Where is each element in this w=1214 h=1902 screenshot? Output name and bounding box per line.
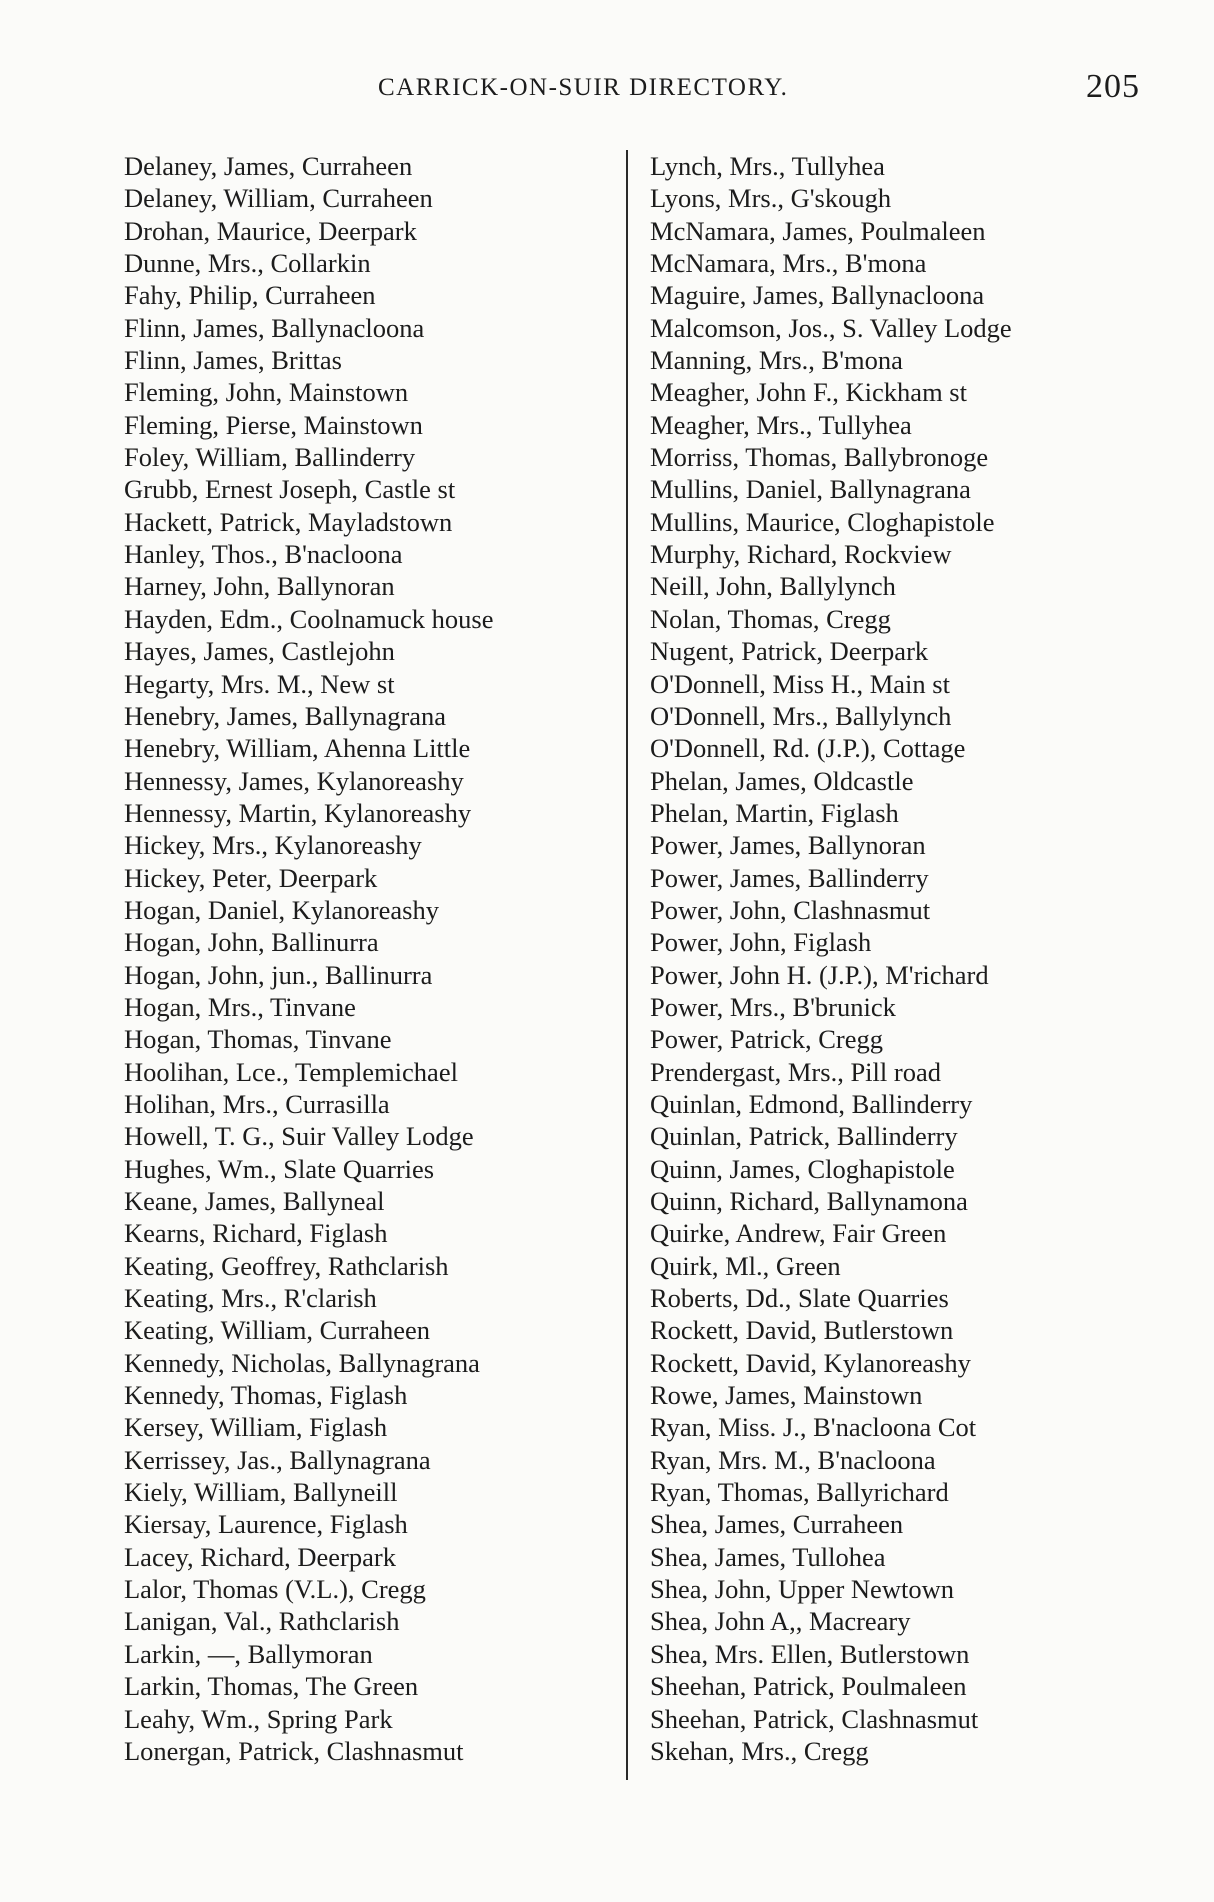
- directory-entry: Rowe, James, Mainstown: [650, 1380, 923, 1411]
- directory-entry: Lonergan, Patrick, Clashnasmut: [124, 1735, 464, 1766]
- directory-entry: Power, John, Clashnasmut: [650, 894, 931, 925]
- directory-entry: Hayes, James, Castlejohn: [124, 636, 395, 667]
- directory-entry: Keating, Mrs., R'clarish: [124, 1283, 377, 1314]
- directory-entry: Rockett, David, Kylanoreashy: [650, 1347, 971, 1378]
- directory-entry: Quirke, Andrew, Fair Green: [650, 1218, 947, 1249]
- directory-entry: Skehan, Mrs., Cregg: [650, 1735, 869, 1766]
- directory-entry: Sheehan, Patrick, Poulmaleen: [650, 1671, 967, 1702]
- directory-entry: Quinlan, Patrick, Ballinderry: [650, 1121, 958, 1152]
- running-title: CARRICK-ON-SUIR DIRECTORY.: [378, 74, 789, 101]
- directory-entry: Power, Mrs., B'brunick: [650, 991, 896, 1022]
- directory-entry: Prendergast, Mrs., Pill road: [650, 1056, 941, 1087]
- directory-entry: Quinn, Richard, Ballynamona: [650, 1186, 968, 1216]
- directory-entry: Grubb, Ernest Joseph, Castle st: [124, 474, 456, 505]
- directory-entry: Morriss, Thomas, Ballybronoge: [650, 442, 989, 473]
- column-divider: [626, 150, 628, 1780]
- directory-entry: Fahy, Philip, Curraheen: [124, 280, 376, 311]
- directory-entry: Maguire, James, Ballynacloona: [650, 280, 985, 311]
- directory-entry: Kennedy, Nicholas, Ballynagrana: [124, 1347, 480, 1378]
- left-column-directory-list: [124, 150, 493, 1767]
- directory-entry: McNamara, James, Poulmaleen: [650, 215, 986, 246]
- directory-entry: Power, John H. (J.P.), M'richard: [650, 959, 989, 990]
- directory-entry: Mullins, Maurice, Cloghapistole: [650, 506, 995, 537]
- directory-entry: Hennessy, James, Kylanoreashy: [124, 765, 464, 796]
- directory-entry: Shea, Mrs. Ellen, Butlerstown: [650, 1638, 970, 1669]
- directory-entry: Larkin, Thomas, The Green: [124, 1671, 419, 1702]
- directory-entry: Fleming, John, Mainstown: [124, 377, 409, 408]
- directory-entry: Hughes, Wm., Slate Quarries: [124, 1153, 435, 1184]
- directory-entry: Kerrissey, Jas., Ballynagrana: [124, 1444, 431, 1475]
- directory-entry: Hogan, Thomas, Tinvane: [124, 1024, 392, 1055]
- directory-entry: Hickey, Mrs., Kylanoreashy: [124, 830, 422, 861]
- directory-entry: Quinn, James, Cloghapistole: [650, 1153, 955, 1184]
- directory-entry: Kennedy, Thomas, Figlash: [124, 1380, 408, 1411]
- directory-entry: Leahy, Wm., Spring Park: [124, 1703, 393, 1734]
- directory-entry: Sheehan, Patrick, Clashnasmut: [650, 1703, 979, 1734]
- directory-entry: Hickey, Peter, Deerpark: [124, 862, 378, 893]
- directory-entry: Lynch, Mrs., Tullyhea: [650, 151, 885, 181]
- directory-entry: Lalor, Thomas (V.L.), Cregg: [124, 1574, 426, 1605]
- directory-entry: Drohan, Maurice, Deerpark: [124, 215, 417, 246]
- directory-entry: Harney, John, Ballynoran: [124, 571, 395, 602]
- directory-entry: Kearns, Richard, Figlash: [124, 1218, 388, 1249]
- directory-entry: Hennessy, Martin, Kylanoreashy: [124, 797, 472, 828]
- directory-entry: Kersey, William, Figlash: [124, 1412, 388, 1443]
- directory-entry: Larkin, —, Ballymoran: [124, 1638, 373, 1669]
- directory-entry: McNamara, Mrs., B'mona: [650, 248, 927, 279]
- directory-entry: Power, James, Ballynoran: [650, 830, 926, 861]
- directory-entry: Flinn, James, Brittas: [124, 345, 342, 376]
- directory-entry: Power, James, Ballinderry: [650, 862, 929, 893]
- directory-entry: Manning, Mrs., B'mona: [650, 345, 903, 376]
- directory-entry: Power, Patrick, Cregg: [650, 1024, 883, 1055]
- directory-entry: Hoolihan, Lce., Templemichael: [124, 1056, 458, 1087]
- directory-entry: Hogan, Mrs., Tinvane: [124, 991, 356, 1022]
- page-header: [0, 68, 1214, 108]
- directory-entry: Meagher, John F., Kickham st: [650, 377, 967, 408]
- directory-entry: Power, John, Figlash: [650, 927, 872, 958]
- directory-entry: Shea, James, Tullohea: [650, 1541, 886, 1572]
- directory-entry: Lanigan, Val., Rathclarish: [124, 1606, 400, 1637]
- directory-entry: Quirk, Ml., Green: [650, 1250, 841, 1281]
- directory-entry: Keane, James, Ballyneal: [124, 1186, 385, 1216]
- directory-entry: Lacey, Richard, Deerpark: [124, 1541, 396, 1572]
- directory-entry: Keating, Geoffrey, Rathclarish: [124, 1250, 449, 1281]
- right-column-directory-list: [650, 150, 1012, 1767]
- directory-entry: Malcomson, Jos., S. Valley Lodge: [650, 312, 1012, 343]
- directory-entry: Rockett, David, Butlerstown: [650, 1315, 954, 1346]
- directory-entry: Phelan, Martin, Figlash: [650, 797, 899, 828]
- directory-entry: Murphy, Richard, Rockview: [650, 539, 952, 570]
- directory-entry: Phelan, James, Oldcastle: [650, 765, 914, 796]
- directory-entry: Ryan, Mrs. M., B'nacloona: [650, 1444, 936, 1475]
- directory-entry: Hanley, Thos., B'nacloona: [124, 539, 403, 570]
- directory-entry: Fleming, Pierse, Mainstown: [124, 409, 423, 440]
- directory-entry: Kiely, William, Ballyneill: [124, 1477, 398, 1508]
- directory-entry: Foley, William, Ballinderry: [124, 442, 416, 473]
- directory-entry: Neill, John, Ballylynch: [650, 571, 896, 602]
- directory-entry: O'Donnell, Mrs., Ballylynch: [650, 700, 952, 731]
- directory-entry: Delaney, James, Curraheen: [124, 151, 413, 181]
- directory-entry: Keating, William, Curraheen: [124, 1315, 431, 1346]
- directory-entry: Nolan, Thomas, Cregg: [650, 603, 891, 634]
- directory-entry: Shea, James, Curraheen: [650, 1509, 904, 1540]
- directory-entry: Shea, John, Upper Newtown: [650, 1574, 954, 1605]
- directory-entry: Ryan, Miss. J., B'nacloona Cot: [650, 1412, 977, 1443]
- directory-entry: O'Donnell, Miss H., Main st: [650, 668, 950, 699]
- directory-entry: Nugent, Patrick, Deerpark: [650, 636, 929, 667]
- directory-entry: Ryan, Thomas, Ballyrichard: [650, 1477, 949, 1508]
- directory-entry: Hayden, Edm., Coolnamuck house: [124, 603, 494, 634]
- directory-entry: Mullins, Daniel, Ballynagrana: [650, 474, 971, 505]
- directory-entry: Hogan, John, jun., Ballinurra: [124, 959, 433, 990]
- directory-entry: Hegarty, Mrs. M., New st: [124, 668, 395, 699]
- directory-entry: Roberts, Dd., Slate Quarries: [650, 1283, 949, 1314]
- directory-entry: Howell, T. G., Suir Valley Lodge: [124, 1121, 474, 1152]
- directory-entry: Lyons, Mrs., G'skough: [650, 183, 892, 214]
- directory-entry: Hackett, Patrick, Mayladstown: [124, 506, 453, 537]
- page-number: 205: [1086, 68, 1140, 105]
- directory-entry: O'Donnell, Rd. (J.P.), Cottage: [650, 733, 966, 764]
- directory-entry: Quinlan, Edmond, Ballinderry: [650, 1088, 973, 1119]
- directory-entry: Delaney, William, Curraheen: [124, 183, 433, 214]
- directory-entry: Hogan, John, Ballinurra: [124, 927, 379, 958]
- directory-entry: Shea, John A,, Macreary: [650, 1606, 911, 1637]
- directory-entry: Dunne, Mrs., Collarkin: [124, 248, 371, 279]
- directory-entry: Henebry, James, Ballynagrana: [124, 700, 447, 731]
- directory-entry: Henebry, William, Ahenna Little: [124, 733, 471, 764]
- directory-entry: Meagher, Mrs., Tullyhea: [650, 409, 912, 440]
- directory-entry: Kiersay, Laurence, Figlash: [124, 1509, 408, 1540]
- directory-entry: Hogan, Daniel, Kylanoreashy: [124, 894, 439, 925]
- directory-entry: Flinn, James, Ballynacloona: [124, 312, 425, 343]
- directory-entry: Holihan, Mrs., Currasilla: [124, 1088, 390, 1119]
